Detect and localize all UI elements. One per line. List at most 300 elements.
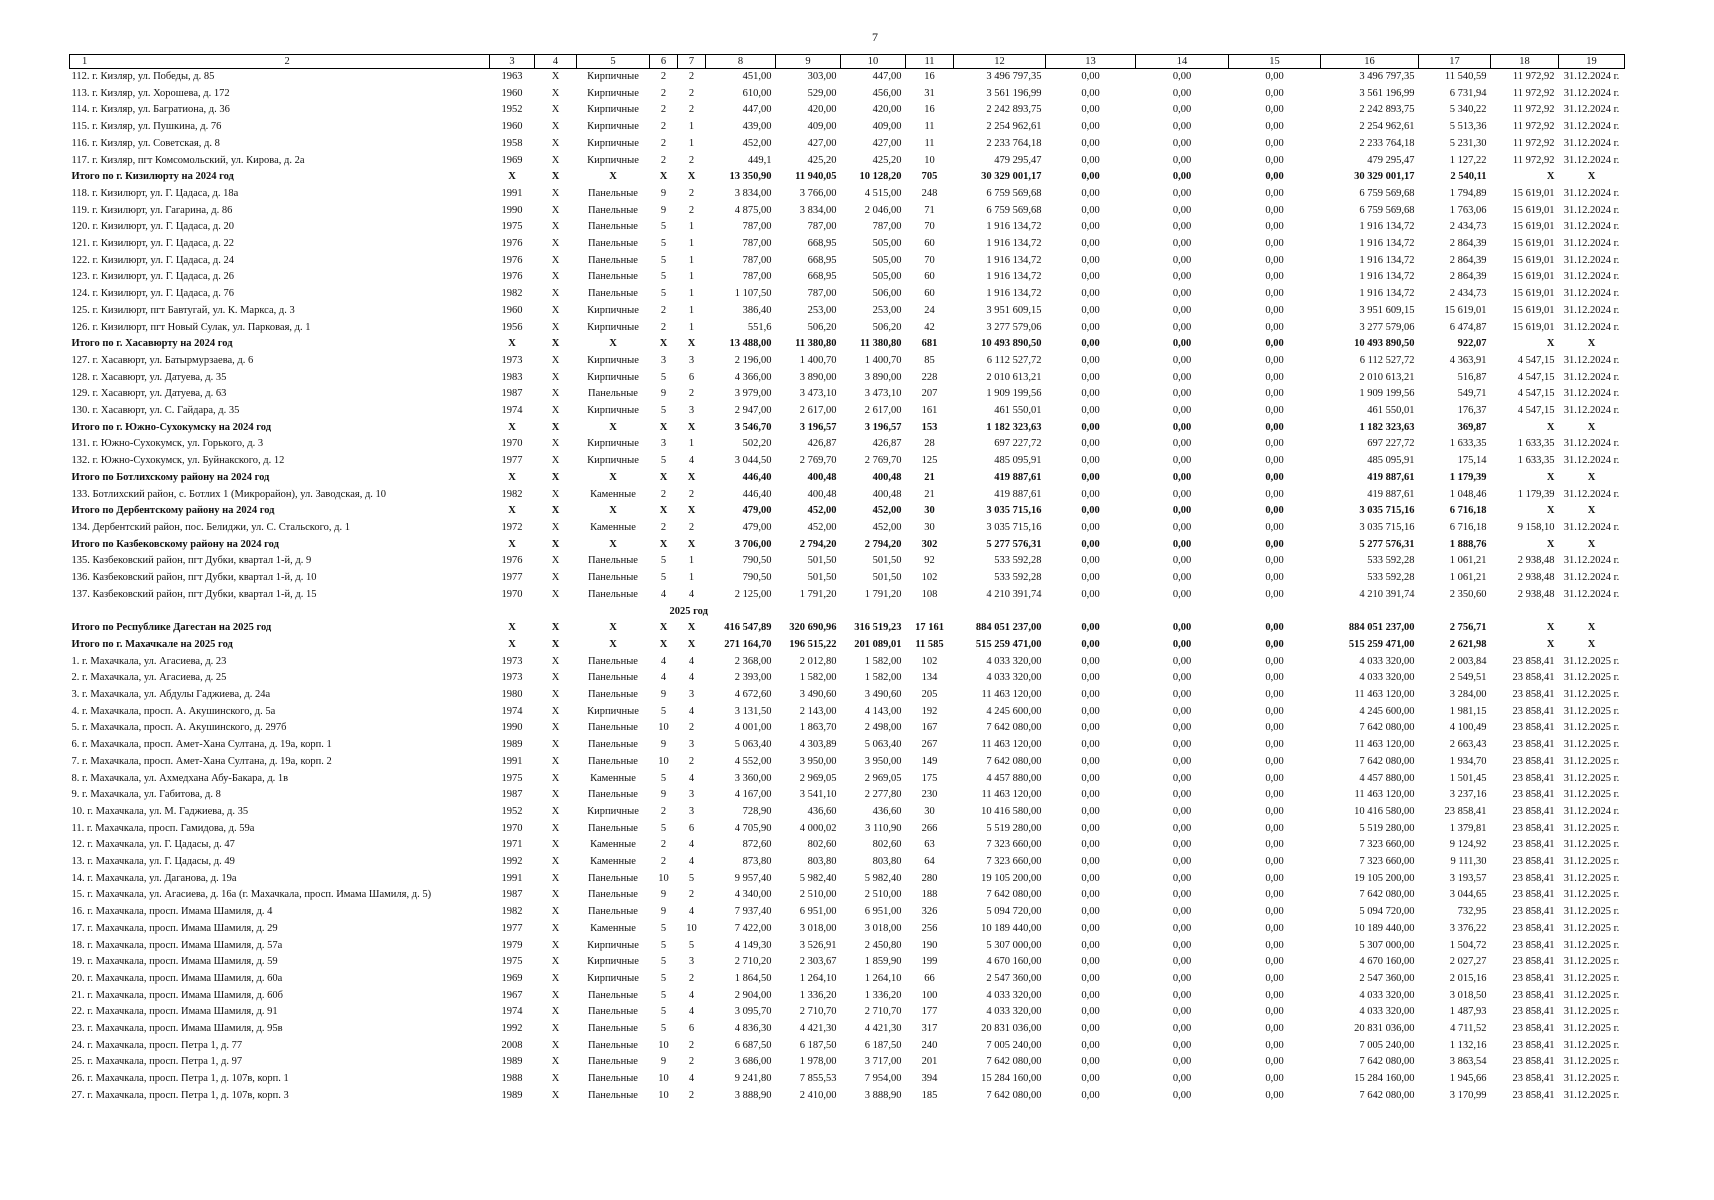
cell-col-14: 0,00 (1172, 354, 1192, 366)
cell-col-12: 5 519 280,00 (986, 822, 1042, 834)
cell-col-17: 175,14 (1457, 455, 1487, 467)
cell-col-12: 11 463 120,00 (981, 789, 1042, 801)
table-row (70, 904, 1625, 921)
cell-col-4: X (551, 572, 560, 584)
table-row (70, 670, 1625, 687)
column-header: 18 (1491, 55, 1559, 69)
cell-col-12: 461 550,01 (994, 405, 1042, 417)
cell-col-5: Кирпичные (587, 87, 639, 99)
cell-col-17: 2 350,60 (1449, 588, 1487, 600)
cell-col-5: Каменные (590, 922, 636, 934)
cell-col-18: X (1546, 538, 1555, 550)
cell-col-7: 2 (688, 722, 695, 734)
cell-col-13: 0,00 (1081, 171, 1100, 183)
cell-col-17: 2 864,39 (1449, 271, 1487, 283)
cell-col-9: 425,20 (807, 154, 837, 166)
cell-col-17: 1 888,76 (1449, 538, 1487, 550)
cell-col-9: 668,95 (807, 271, 837, 283)
cell-col-10: 3 717,00 (864, 1056, 902, 1068)
cell-col-17: 1 061,21 (1449, 555, 1487, 567)
cell-col-16: 7 005 240,00 (1359, 1039, 1415, 1051)
cell-col-5: Кирпичные (587, 121, 639, 133)
column-number-1: 1 (82, 56, 88, 67)
cell-col-12: 3 035 715,16 (986, 505, 1042, 517)
cell-col-3: 1973 (501, 672, 523, 684)
table-row (70, 86, 1625, 103)
cell-col-10: 505,00 (872, 271, 902, 283)
cell-col-7: 4 (688, 772, 695, 784)
cell-col-18: 23 858,41 (1512, 805, 1555, 817)
cell-col-12: 10 416 580,00 (981, 805, 1042, 817)
cell-col-11: 92 (924, 555, 935, 567)
cell-col-9: 2 769,70 (799, 455, 837, 467)
cell-col-7: 2 (688, 521, 695, 533)
cell-col-16: 4 033 320,00 (1359, 672, 1415, 684)
cell-col-5: X (609, 471, 617, 483)
cell-col-11: 30 (924, 805, 935, 817)
cell-col-19: 31.12.2024 г. (1563, 121, 1620, 133)
cell-col-16: 11 463 120,00 (1354, 789, 1415, 801)
cell-col-15: 0,00 (1265, 922, 1284, 934)
address-cell: 129. г. Хасавюрт, ул. Датуева, д. 63 (71, 388, 227, 400)
cell-col-4: X (551, 1056, 560, 1068)
cell-col-8: 9 957,40 (734, 872, 772, 884)
cell-col-8: 728,90 (742, 805, 772, 817)
cell-col-4: X (551, 488, 560, 500)
cell-col-14: 0,00 (1172, 1006, 1192, 1018)
cell-col-8: 2 393,00 (734, 672, 772, 684)
table-row (70, 102, 1625, 119)
cell-col-7: 2 (688, 1056, 695, 1068)
cell-col-11: 125 (921, 455, 938, 467)
cell-col-14: 0,00 (1172, 1039, 1192, 1051)
cell-col-19: 31.12.2025 г. (1563, 906, 1620, 918)
cell-col-3: 1989 (501, 739, 523, 751)
cell-col-10: 2 046,00 (864, 204, 902, 216)
cell-col-19: X (1587, 471, 1596, 483)
cell-col-12: 30 329 001,17 (981, 171, 1042, 183)
address-cell: 135. Казбековский район, пгт Дубки, квартал 1-й, д. 9 (71, 555, 312, 567)
cell-col-4: X (551, 705, 560, 717)
cell-col-13: 0,00 (1081, 789, 1100, 801)
cell-col-18: 15 619,01 (1512, 271, 1555, 283)
cell-col-15: 0,00 (1265, 755, 1284, 767)
cell-col-8: 502,20 (742, 438, 772, 450)
cell-col-7: 4 (688, 672, 695, 684)
cell-col-17: 3 170,99 (1449, 1089, 1487, 1101)
cell-col-19: X (1587, 421, 1596, 433)
cell-col-14: 0,00 (1172, 71, 1192, 82)
table-row (70, 971, 1625, 988)
cell-col-8: 4 836,30 (734, 1023, 772, 1035)
cell-col-13: 0,00 (1081, 705, 1100, 717)
cell-col-5: Каменные (590, 856, 636, 868)
cell-col-6: 5 (660, 822, 667, 834)
cell-col-19: 31.12.2025 г. (1563, 1073, 1620, 1085)
cell-col-3: 1976 (501, 238, 523, 250)
cell-col-14: 0,00 (1172, 421, 1192, 433)
cell-col-13: 0,00 (1081, 572, 1100, 584)
cell-col-10: 420,00 (872, 104, 902, 116)
cell-col-16: 4 033 320,00 (1359, 989, 1415, 1001)
cell-col-18: 23 858,41 (1512, 922, 1555, 934)
cell-col-16: 4 033 320,00 (1359, 1006, 1415, 1018)
cell-col-15: 0,00 (1265, 1039, 1284, 1051)
cell-col-7: 3 (688, 805, 695, 817)
cell-col-4: X (551, 87, 560, 99)
cell-col-4: X (551, 805, 560, 817)
cell-col-17: 5 231,30 (1449, 137, 1487, 149)
cell-col-15: 0,00 (1265, 521, 1284, 533)
table-row (70, 737, 1625, 754)
cell-col-9: 196 515,22 (789, 638, 837, 650)
cell-col-18: X (1546, 505, 1555, 517)
cell-col-18: 23 858,41 (1512, 705, 1555, 717)
address-cell: 10. г. Махачкала, ул. М. Гаджиева, д. 35 (71, 805, 249, 817)
cell-col-6: 4 (660, 655, 667, 667)
table-row (70, 921, 1625, 938)
cell-col-7: 4 (688, 1073, 695, 1085)
column-header: 3 (490, 55, 535, 69)
cell-col-4: X (551, 872, 560, 884)
cell-col-9: 11 380,80 (795, 338, 837, 350)
cell-col-15: 0,00 (1265, 87, 1284, 99)
cell-col-9: 2 012,80 (799, 655, 837, 667)
cell-col-4: X (551, 989, 560, 1001)
cell-col-14: 0,00 (1172, 221, 1192, 233)
cell-col-4: X (551, 939, 560, 951)
subtotal-row (70, 420, 1625, 437)
cell-col-12: 7 642 080,00 (986, 755, 1042, 767)
column-header: 8 (706, 55, 776, 69)
cell-col-3: 1970 (501, 438, 523, 450)
table-row (70, 286, 1625, 303)
cell-col-3: 1970 (501, 822, 523, 834)
cell-col-7: 2 (688, 488, 695, 500)
cell-col-19: 31.12.2024 г. (1563, 154, 1620, 166)
cell-col-10: 1 336,20 (864, 989, 902, 1001)
cell-col-18: 23 858,41 (1512, 755, 1555, 767)
cell-col-16: 3 561 196,99 (1359, 87, 1415, 99)
cell-col-19: 31.12.2024 г. (1563, 104, 1620, 116)
cell-col-10: 425,20 (872, 154, 902, 166)
address-cell: 126. г. Кизилюрт, пгт Новый Сулак, ул. Парковая, д. 1 (71, 321, 311, 333)
cell-col-10: 3 018,00 (864, 922, 902, 934)
cell-col-17: 2 003,84 (1449, 655, 1487, 667)
cell-col-5: Панельные (588, 655, 638, 667)
cell-col-5: Панельные (588, 288, 638, 300)
cell-col-4: X (551, 471, 560, 483)
cell-col-13: 0,00 (1081, 254, 1100, 266)
cell-col-10: 1 582,00 (864, 672, 902, 684)
subtotal-row (70, 537, 1625, 554)
cell-col-17: 3 863,54 (1449, 1056, 1487, 1068)
address-cell: 12. г. Махачкала, ул. Г. Цадасы, д. 47 (71, 839, 235, 851)
cell-col-15: 0,00 (1265, 856, 1284, 868)
cell-col-11: 192 (921, 705, 938, 717)
cell-col-14: 0,00 (1172, 137, 1192, 149)
subtotal-label: Итого по Ботлихскому району на 2024 год (71, 471, 270, 483)
table-row (70, 704, 1625, 721)
cell-col-14: 0,00 (1172, 271, 1192, 283)
cell-col-16: 5 094 720,00 (1359, 906, 1415, 918)
cell-col-6: 2 (660, 856, 667, 868)
cell-col-7: 1 (688, 555, 695, 567)
cell-col-13: 0,00 (1081, 421, 1100, 433)
cell-col-18: 15 619,01 (1512, 187, 1555, 199)
cell-col-4: X (551, 655, 560, 667)
cell-col-17: 1 945,66 (1449, 1073, 1487, 1085)
cell-col-10: 447,00 (872, 71, 902, 82)
cell-col-9: 452,00 (807, 505, 837, 517)
address-cell: 118. г. Кизилюрт, ул. Г. Цадаса, д. 18а (71, 187, 239, 199)
table-row (70, 687, 1625, 704)
cell-col-11: 11 (924, 137, 935, 149)
cell-col-14: 0,00 (1172, 856, 1192, 868)
cell-col-4: X (551, 71, 560, 82)
cell-col-7: 4 (688, 856, 695, 868)
cell-col-10: 1 264,10 (864, 972, 902, 984)
cell-col-14: 0,00 (1172, 989, 1192, 1001)
cell-col-13: 0,00 (1081, 371, 1100, 383)
cell-col-9: 2 410,00 (799, 1089, 837, 1101)
cell-col-12: 4 457 880,00 (986, 772, 1042, 784)
cell-col-7: 3 (688, 405, 695, 417)
cell-col-5: Панельные (588, 789, 638, 801)
cell-col-12: 2 254 962,61 (986, 121, 1042, 133)
cell-col-13: 0,00 (1081, 922, 1100, 934)
cell-col-12: 4 245 600,00 (986, 705, 1042, 717)
cell-col-7: 2 (688, 1089, 695, 1101)
cell-col-13: 0,00 (1081, 805, 1100, 817)
cell-col-10: 426,87 (872, 438, 902, 450)
cell-col-13: 0,00 (1081, 505, 1100, 517)
cell-col-8: 386,40 (742, 304, 772, 316)
cell-col-12: 2 233 764,18 (986, 137, 1042, 149)
cell-col-14: 0,00 (1172, 1056, 1192, 1068)
cell-col-8: 4 340,00 (734, 889, 772, 901)
table-row (70, 253, 1625, 270)
cell-col-19: 31.12.2024 г. (1563, 271, 1620, 283)
cell-col-15: 0,00 (1265, 555, 1284, 567)
cell-col-9: 3 766,00 (799, 187, 837, 199)
cell-col-13: 0,00 (1081, 655, 1100, 667)
cell-col-18: 23 858,41 (1512, 906, 1555, 918)
cell-col-18: 23 858,41 (1512, 772, 1555, 784)
cell-col-5: Панельные (588, 187, 638, 199)
cell-col-9: 452,00 (807, 521, 837, 533)
cell-col-10: 400,48 (872, 471, 902, 483)
cell-col-11: 188 (921, 889, 938, 901)
cell-col-18: 4 547,15 (1517, 371, 1555, 383)
cell-col-3: 1987 (501, 388, 523, 400)
cell-col-9: 1 863,70 (799, 722, 837, 734)
cell-col-9: 420,00 (807, 104, 837, 116)
cell-col-6: 10 (658, 1039, 669, 1051)
cell-col-15: 0,00 (1265, 622, 1284, 634)
cell-col-18: 23 858,41 (1512, 822, 1555, 834)
cell-col-14: 0,00 (1172, 321, 1192, 333)
cell-col-12: 4 670 160,00 (986, 956, 1042, 968)
cell-col-19: 31.12.2024 г. (1563, 354, 1620, 366)
address-cell: 20. г. Махачкала, просп. Имама Шамиля, д. 60а (71, 972, 283, 984)
cell-col-3: 1976 (501, 254, 523, 266)
cell-col-10: 505,00 (872, 254, 902, 266)
cell-col-16: 7 323 660,00 (1359, 856, 1415, 868)
cell-col-10: 501,50 (872, 572, 902, 584)
cell-col-18: 11 972,92 (1512, 87, 1555, 99)
cell-col-6: X (659, 505, 668, 517)
cell-col-4: X (551, 405, 560, 417)
cell-col-15: 0,00 (1265, 972, 1284, 984)
cell-col-10: 505,00 (872, 238, 902, 250)
cell-col-12: 7 323 660,00 (986, 839, 1042, 851)
cell-col-10: 803,80 (872, 856, 902, 868)
cell-col-10: 3 890,00 (864, 371, 902, 383)
cell-col-12: 6 759 569,68 (986, 187, 1042, 199)
cell-col-15: 0,00 (1265, 104, 1284, 116)
cell-col-16: 19 105 200,00 (1354, 872, 1415, 884)
cell-col-4: X (551, 689, 560, 701)
cell-col-18: 23 858,41 (1512, 839, 1555, 851)
cell-col-7: X (687, 638, 696, 650)
cell-col-11: 16 (924, 104, 935, 116)
cell-col-6: 5 (660, 371, 667, 383)
cell-col-5: Панельные (588, 238, 638, 250)
cell-col-19: 31.12.2025 г. (1563, 1023, 1620, 1035)
cell-col-15: 0,00 (1265, 822, 1284, 834)
cell-col-4: X (551, 906, 560, 918)
cell-col-6: 9 (660, 789, 667, 801)
address-cell: 120. г. Кизилюрт, ул. Г. Цадаса, д. 20 (71, 221, 234, 233)
table-row (70, 186, 1625, 203)
cell-col-10: 5 063,40 (864, 739, 902, 751)
table-row (70, 587, 1625, 604)
cell-col-6: 5 (660, 238, 667, 250)
cell-col-13: 0,00 (1081, 972, 1100, 984)
cell-col-4: X (551, 371, 560, 383)
cell-col-5: Кирпичные (587, 371, 639, 383)
cell-col-8: 610,00 (742, 87, 772, 99)
cell-col-10: 1 582,00 (864, 655, 902, 667)
cell-col-10: 506,00 (872, 288, 902, 300)
cell-col-6: 5 (660, 555, 667, 567)
cell-col-17: 369,87 (1457, 421, 1487, 433)
cell-col-11: 71 (924, 204, 935, 216)
cell-col-6: 10 (658, 722, 669, 734)
cell-col-5: Панельные (588, 739, 638, 751)
cell-col-4: X (551, 388, 560, 400)
cell-col-12: 6 112 527,72 (986, 354, 1042, 366)
cell-col-3: 1988 (501, 1073, 523, 1085)
cell-col-19: X (1587, 338, 1596, 350)
cell-col-17: 4 363,91 (1449, 354, 1487, 366)
cell-col-11: 267 (921, 739, 938, 751)
cell-col-14: 0,00 (1172, 1073, 1192, 1085)
cell-col-15: 0,00 (1265, 689, 1284, 701)
cell-col-12: 19 105 200,00 (981, 872, 1042, 884)
cell-col-7: 2 (688, 187, 695, 199)
cell-col-7: X (687, 338, 696, 350)
cell-col-5: Кирпичные (587, 438, 639, 450)
cell-col-12: 4 033 320,00 (986, 655, 1042, 667)
cell-col-18: 2 938,48 (1517, 572, 1555, 584)
cell-col-13: 0,00 (1081, 338, 1100, 350)
cell-col-17: 2 621,98 (1449, 638, 1487, 650)
year-label: 2025 год (669, 605, 708, 617)
cell-col-16: 1 916 134,72 (1359, 288, 1415, 300)
cell-col-14: 0,00 (1172, 939, 1192, 951)
cell-col-8: 439,00 (742, 121, 772, 133)
cell-col-11: 60 (924, 288, 935, 300)
cell-col-4: X (551, 438, 560, 450)
cell-col-6: X (659, 622, 668, 634)
address-cell: 21. г. Махачкала, просп. Имама Шамиля, д. 60б (71, 989, 283, 1001)
cell-col-4: X (551, 822, 560, 834)
cell-col-4: X (551, 271, 560, 283)
cell-col-9: 501,50 (807, 572, 837, 584)
cell-col-9: 427,00 (807, 137, 837, 149)
cell-col-10: 787,00 (872, 221, 902, 233)
cell-col-17: 2 540,11 (1450, 171, 1487, 183)
cell-col-4: X (551, 338, 560, 350)
column-header: 14 (1136, 55, 1229, 69)
cell-col-17: 516,87 (1457, 371, 1487, 383)
cell-col-6: 2 (660, 87, 667, 99)
cell-col-14: 0,00 (1172, 1089, 1192, 1101)
address-cell: 117. г. Кизляр, пгт Комсомольский, ул. Кирова, д. 2а (71, 154, 305, 166)
cell-col-17: 6 474,87 (1449, 321, 1487, 333)
cell-col-7: 2 (688, 104, 695, 116)
cell-col-14: 0,00 (1172, 588, 1192, 600)
cell-col-16: 6 759 569,68 (1359, 204, 1415, 216)
cell-col-12: 7 642 080,00 (986, 889, 1042, 901)
cell-col-7: X (687, 171, 696, 183)
cell-col-11: 31 (924, 87, 935, 99)
cell-col-14: 0,00 (1172, 204, 1192, 216)
cell-col-6: 9 (660, 689, 667, 701)
cell-col-13: 0,00 (1081, 672, 1100, 684)
cell-col-7: 1 (688, 288, 695, 300)
cell-col-8: 3 044,50 (734, 455, 772, 467)
year-section-row (70, 604, 1625, 621)
cell-col-18: 15 619,01 (1512, 238, 1555, 250)
cell-col-18: X (1546, 421, 1555, 433)
cell-col-19: 31.12.2025 г. (1563, 672, 1620, 684)
cell-col-4: X (551, 455, 560, 467)
cell-col-4: X (551, 254, 560, 266)
cell-col-7: 2 (688, 154, 695, 166)
cell-col-13: 0,00 (1081, 221, 1100, 233)
cell-col-13: 0,00 (1081, 839, 1100, 851)
column-header: 11 (906, 55, 954, 69)
cell-col-5: Панельные (588, 689, 638, 701)
cell-col-8: 3 686,00 (734, 1056, 772, 1068)
cell-col-6: 5 (660, 572, 667, 584)
cell-col-8: 2 710,20 (734, 956, 772, 968)
cell-col-14: 0,00 (1172, 555, 1192, 567)
cell-col-9: 668,95 (807, 254, 837, 266)
cell-col-16: 20 831 036,00 (1354, 1023, 1415, 1035)
cell-col-8: 4 672,60 (734, 689, 772, 701)
cell-col-15: 0,00 (1265, 354, 1284, 366)
cell-col-11: 167 (921, 722, 938, 734)
cell-col-9: 4 303,89 (799, 739, 837, 751)
address-cell: 112. г. Кизляр, ул. Победы, д. 85 (71, 71, 215, 82)
cell-col-19: 31.12.2025 г. (1563, 839, 1620, 851)
cell-col-13: 0,00 (1081, 555, 1100, 567)
cell-col-12: 20 831 036,00 (981, 1023, 1042, 1035)
